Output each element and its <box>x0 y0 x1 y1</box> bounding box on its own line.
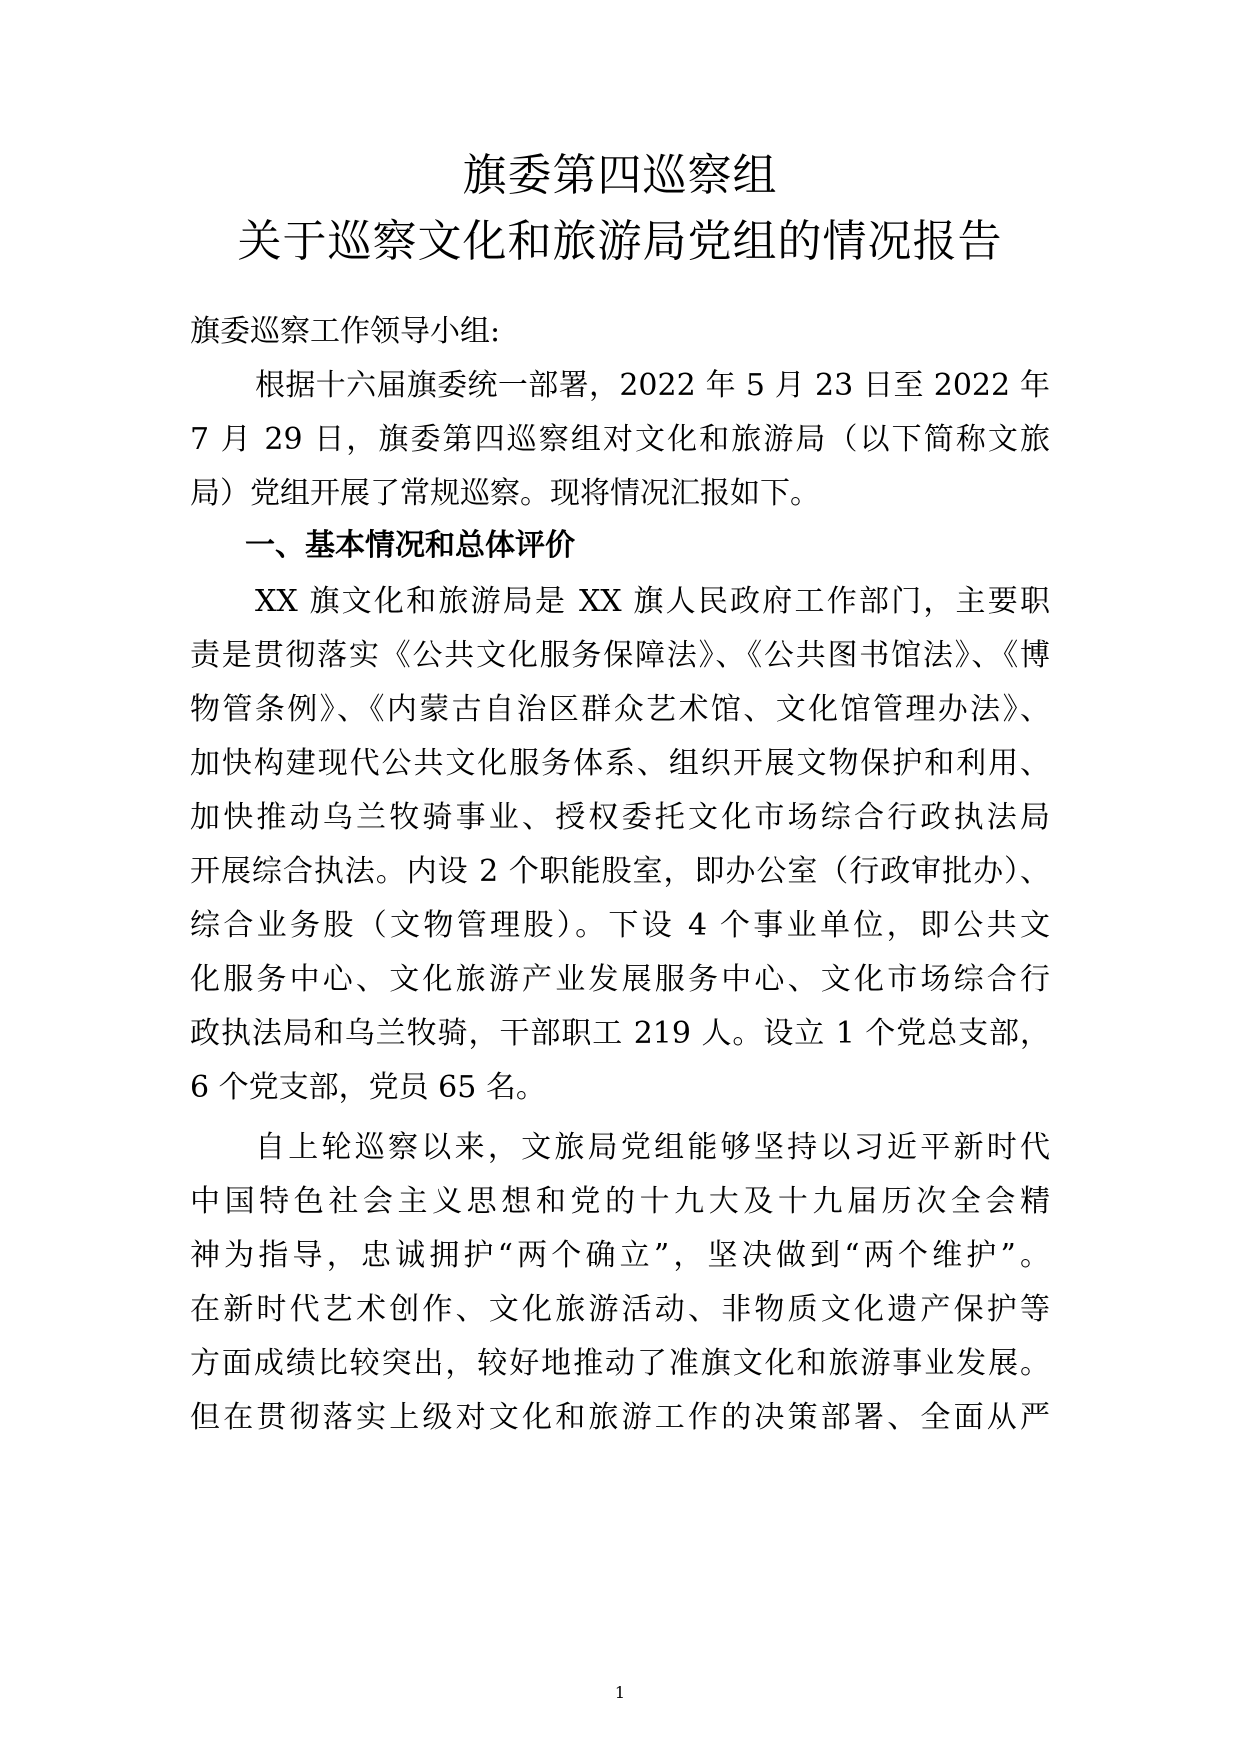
paragraph-3-line: 神为指导，忠诚拥护“两个确立”，坚决做到“两个维护”。 <box>190 1238 1050 1273</box>
report-title-line-1: 旗委第四巡察组 <box>462 150 778 201</box>
page-number: 1 <box>614 1683 626 1702</box>
paragraph-2-line: 开展综合执法。内设 2 个职能股室，即办公室（行政审批办）、 <box>190 854 1050 889</box>
paragraph-2-line: 责是贯彻落实《公共文化服务保障法》、《公共图书馆法》、《博 <box>190 638 1050 673</box>
paragraph-3-line: 自上轮巡察以来，文旅局党组能够坚持以习近平新时代 <box>255 1130 1050 1165</box>
paragraph-2-line: 化服务中心、文化旅游产业发展服务中心、文化市场综合行 <box>190 962 1050 997</box>
salutation: 旗委巡察工作领导小组: <box>190 314 501 349</box>
paragraph-2-line: 物管条例》、《内蒙古自治区群众艺术馆、文化馆管理办法》、 <box>190 692 1050 727</box>
paragraph-3-line: 但在贯彻落实上级对文化和旅游工作的决策部署、全面从严 <box>190 1400 1050 1435</box>
paragraph-2-line: 加快构建现代公共文化服务体系、组织开展文物保护和利用、 <box>190 746 1050 781</box>
paragraph-2-line: XX 旗文化和旅游局是 XX 旗人民政府工作部门，主要职 <box>255 584 1050 619</box>
paragraph-2-line: 综合业务股（文物管理股）。下设 4 个事业单位，即公共文 <box>190 908 1050 943</box>
paragraph-3-line: 在新时代艺术创作、文化旅游活动、非物质文化遗产保护等 <box>190 1292 1050 1327</box>
paragraph-1-line: 根据十六届旗委统一部署，2022 年 5 月 23 日至 2022 年 <box>255 368 1050 403</box>
report-title-line-2: 关于巡察文化和旅游局党组的情况报告 <box>237 216 1003 267</box>
paragraph-3-line: 方面成绩比较突出，较好地推动了准旗文化和旅游事业发展。 <box>190 1346 1050 1381</box>
paragraph-2-line: 政执法局和乌兰牧骑，干部职工 219 人。设立 1 个党总支部， <box>190 1016 1050 1051</box>
paragraph-2-line: 加快推动乌兰牧骑事业、授权委托文化市场综合行政执法局 <box>190 800 1050 835</box>
paragraph-1-line: 7 月 29 日，旗委第四巡察组对文化和旅游局（以下简称文旅 <box>190 422 1050 457</box>
paragraph-1-line: 局）党组开展了常规巡察。现将情况汇报如下。 <box>190 476 820 511</box>
paragraph-3-line: 中国特色社会主义思想和党的十九大及十九届历次全会精 <box>190 1184 1050 1219</box>
section-heading: 一、基本情况和总体评价 <box>245 528 575 563</box>
paragraph-2-line: 6 个党支部，党员 65 名。 <box>190 1070 546 1105</box>
